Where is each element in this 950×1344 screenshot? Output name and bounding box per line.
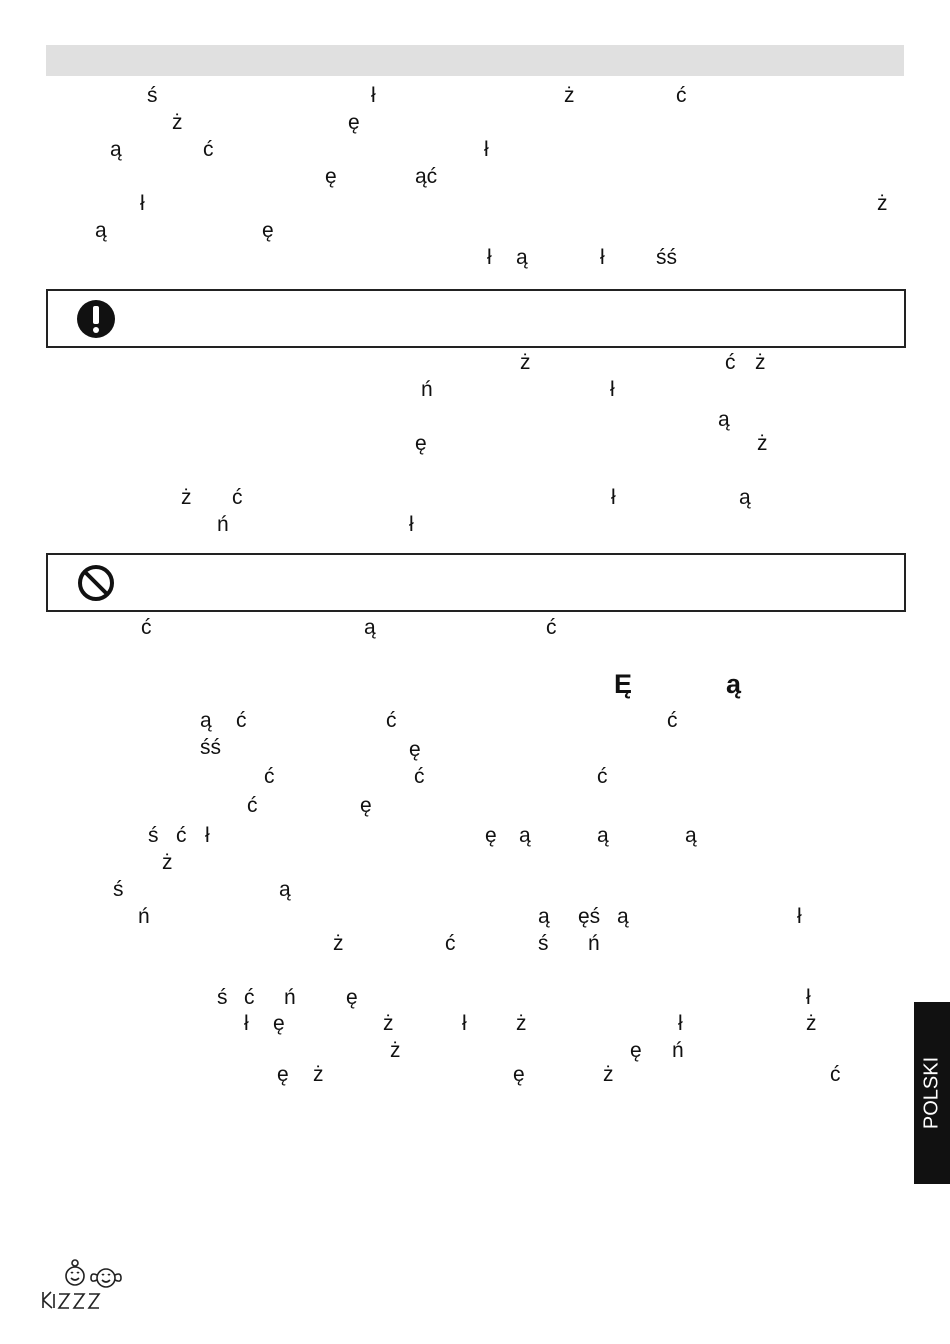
text-glyph: ą — [538, 905, 550, 928]
text-glyph: ż — [806, 1012, 817, 1035]
text-glyph: ęś — [578, 905, 601, 928]
text-glyph: ż — [757, 432, 768, 455]
text-glyph: ć — [667, 709, 678, 732]
text-glyph: ż — [603, 1063, 614, 1086]
text-glyph: ż — [172, 111, 183, 134]
text-glyph: ż — [516, 1012, 527, 1035]
text-glyph: ę — [262, 219, 274, 242]
text-glyph: ć — [247, 794, 258, 817]
text-glyph: ń — [421, 378, 433, 401]
text-glyph: ł — [409, 513, 414, 536]
prohibited-icon — [77, 564, 115, 602]
text-glyph: ę — [277, 1063, 289, 1086]
text-glyph: ą — [95, 219, 107, 242]
warning-box — [46, 289, 906, 348]
text-glyph: ń — [284, 986, 296, 1009]
text-glyph: ę — [325, 165, 337, 188]
kidzzz-logo — [40, 1258, 140, 1314]
text-glyph: ą — [516, 246, 528, 269]
text-glyph: ć — [236, 709, 247, 732]
exclamation-icon — [77, 300, 115, 338]
text-glyph: ń — [588, 932, 600, 955]
prohibition-box — [46, 553, 906, 612]
text-glyph: ś — [147, 84, 158, 107]
text-glyph: ł — [140, 192, 145, 215]
text-glyph: ż — [520, 351, 531, 374]
text-glyph: ń — [672, 1039, 684, 1062]
text-glyph: ą — [685, 824, 697, 847]
text-glyph: ć — [244, 986, 255, 1009]
text-glyph: ć — [597, 765, 608, 788]
text-glyph: ć — [445, 932, 456, 955]
text-glyph: ę — [630, 1039, 642, 1062]
text-glyph: ć — [232, 486, 243, 509]
text-glyph: ę — [409, 738, 421, 761]
text-glyph: ł — [610, 378, 615, 401]
text-glyph: ś — [217, 986, 228, 1009]
text-glyph: ą — [739, 486, 751, 509]
text-glyph: ę — [485, 824, 497, 847]
text-glyph: ł — [678, 1012, 683, 1035]
text-glyph: ż — [333, 932, 344, 955]
text-glyph: ż — [564, 84, 575, 107]
text-glyph: ąć — [415, 165, 438, 188]
heading-glyph: ą — [726, 669, 742, 699]
text-glyph: śś — [200, 736, 221, 759]
text-glyph: ł — [371, 84, 376, 107]
text-glyph: ę — [348, 111, 360, 134]
text-glyph: ł — [205, 824, 210, 847]
text-glyph: ł — [600, 246, 605, 269]
text-glyph: ś — [538, 932, 549, 955]
text-glyph: ć — [725, 351, 736, 374]
text-glyph: ć — [546, 616, 557, 639]
text-glyph: ę — [346, 986, 358, 1009]
text-glyph: ę — [513, 1063, 525, 1086]
text-glyph: ż — [162, 851, 173, 874]
text-glyph: ć — [264, 765, 275, 788]
text-glyph: ż — [755, 351, 766, 374]
text-glyph: ł — [462, 1012, 467, 1035]
text-glyph: ż — [877, 192, 888, 215]
text-glyph: ą — [597, 824, 609, 847]
text-glyph: ć — [176, 824, 187, 847]
text-glyph: ż — [390, 1039, 401, 1062]
text-glyph: ć — [203, 138, 214, 161]
text-glyph: ł — [244, 1012, 249, 1035]
text-glyph: ę — [360, 794, 372, 817]
text-glyph: ż — [383, 1012, 394, 1035]
text-glyph: ń — [217, 513, 229, 536]
text-glyph: ł — [806, 986, 811, 1009]
text-glyph: ę — [415, 432, 427, 455]
text-glyph: ą — [519, 824, 531, 847]
text-glyph: ć — [386, 709, 397, 732]
header-band — [46, 45, 904, 76]
text-glyph: ł — [484, 138, 489, 161]
text-glyph: ż — [181, 486, 192, 509]
language-tab-label: POLSKI — [920, 1056, 943, 1130]
text-glyph: ą — [718, 408, 730, 431]
text-glyph: ć — [414, 765, 425, 788]
text-glyph: ś — [148, 824, 159, 847]
text-glyph: śś — [656, 246, 677, 269]
text-glyph: ć — [830, 1063, 841, 1086]
text-glyph: ą — [617, 905, 629, 928]
text-glyph: ł — [797, 905, 802, 928]
heading-glyph: Ę — [614, 669, 633, 699]
text-glyph: ł — [611, 486, 616, 509]
text-glyph: ę — [273, 1012, 285, 1035]
language-tab — [914, 1002, 950, 1184]
text-glyph: ą — [110, 138, 122, 161]
text-glyph: ą — [200, 709, 212, 732]
text-glyph: ż — [313, 1063, 324, 1086]
text-glyph: ś — [113, 878, 124, 901]
text-glyph: ć — [676, 84, 687, 107]
text-glyph: ć — [141, 616, 152, 639]
text-glyph: ń — [138, 905, 150, 928]
text-glyph: ą — [279, 878, 291, 901]
text-glyph: ą — [364, 616, 376, 639]
text-glyph: ł — [487, 246, 492, 269]
